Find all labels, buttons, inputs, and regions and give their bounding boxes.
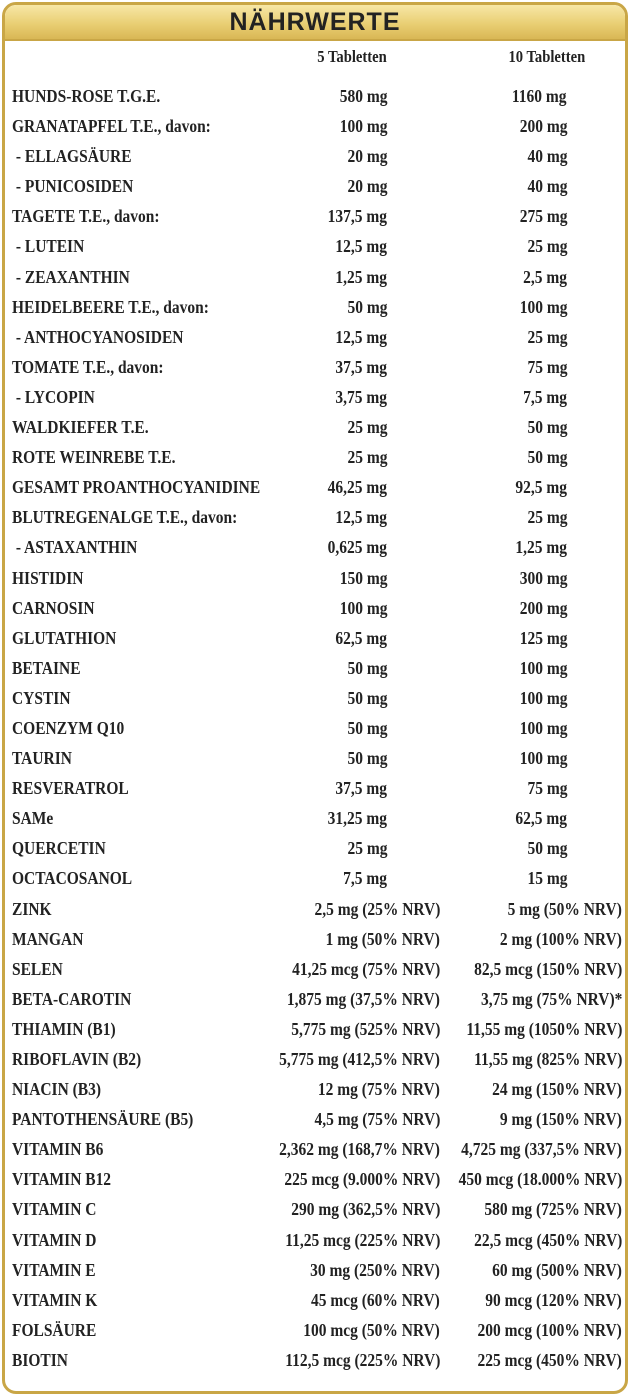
nutrient-name: VITAMIN C — [12, 1199, 97, 1220]
table-row — [5, 113, 625, 143]
value-5-tablets: 4,5 mg (75% NRV) — [314, 1109, 440, 1130]
table-row — [5, 896, 625, 926]
nutrient-name: BLUTREGENALGE T.E., davon: — [12, 507, 238, 528]
value-10-tablets: 2,5 mg — [523, 266, 567, 287]
value-10-tablets: 100 mg — [519, 748, 567, 769]
value-5-tablets: 7,5 mg — [343, 868, 387, 889]
table-row — [5, 173, 625, 203]
value-10-tablets: 75 mg — [527, 356, 567, 377]
value-5-tablets: 12,5 mg — [335, 326, 387, 347]
value-10-tablets: 82,5 mcg (150% NRV) — [473, 958, 622, 979]
title-bar — [5, 5, 625, 41]
value-5-tablets: 46,25 mg — [327, 477, 387, 498]
nutrient-name: BIOTIN — [12, 1349, 68, 1370]
table-row — [5, 685, 625, 715]
nutrient-name: GESAMT PROANTHOCYANIDINE — [12, 477, 261, 498]
value-5-tablets: 50 mg — [347, 748, 387, 769]
value-5-tablets: 137,5 mg — [327, 206, 387, 227]
nutrient-name: TAGETE T.E., davon: — [12, 206, 160, 227]
value-10-tablets: 24 mg (150% NRV) — [492, 1079, 622, 1100]
value-10-tablets: 15 mg — [527, 868, 567, 889]
value-10-tablets: 25 mg — [527, 326, 567, 347]
table-row — [5, 926, 625, 956]
value-5-tablets: 1 mg (50% NRV) — [325, 928, 440, 949]
value-5-tablets: 580 mg — [339, 86, 387, 106]
nutrient-name: RESVERATROL — [12, 778, 129, 799]
value-10-tablets: 50 mg — [527, 838, 567, 859]
table-row — [5, 1287, 625, 1317]
nutrient-name: VITAMIN E — [12, 1259, 96, 1280]
column-header-10-tablets: 10 Tabletten — [508, 47, 585, 66]
column-headers — [5, 41, 625, 73]
table-row — [5, 625, 625, 655]
nutrient-name: VITAMIN K — [12, 1289, 98, 1310]
table-row — [5, 956, 625, 986]
value-10-tablets: 4,725 mg (337,5% NRV) — [461, 1139, 622, 1160]
nutrient-name: OCTACOSANOL — [12, 868, 133, 889]
value-5-tablets: 50 mg — [347, 296, 387, 317]
table-row — [5, 203, 625, 233]
nutrient-name: RIBOFLAVIN (B2) — [12, 1049, 142, 1069]
table-row — [5, 745, 625, 775]
table-row — [5, 715, 625, 745]
table-row — [5, 1347, 625, 1377]
nutrient-name: FOLSÄURE — [12, 1319, 97, 1340]
table-row — [5, 1106, 625, 1136]
value-5-tablets: 37,5 mg — [335, 778, 387, 799]
value-10-tablets: 100 mg — [519, 717, 567, 738]
table-row — [5, 444, 625, 474]
value-10-tablets: 9 mg (150% NRV) — [500, 1109, 622, 1130]
nutrient-name: - ZEAXANTHIN — [12, 266, 130, 287]
nutrient-name: CARNOSIN — [12, 597, 95, 618]
nutrient-name: HISTIDIN — [12, 567, 84, 588]
nutrient-rows — [5, 83, 625, 1377]
nutrient-name: CYSTIN — [12, 687, 71, 708]
nutrient-name: - LYCOPIN — [12, 386, 95, 407]
table-row — [5, 775, 625, 805]
table-row — [5, 1046, 625, 1076]
table-row — [5, 1016, 625, 1046]
value-5-tablets: 12 mg (75% NRV) — [318, 1079, 440, 1100]
value-5-tablets: 1,25 mg — [335, 266, 387, 287]
value-5-tablets: 20 mg — [347, 146, 387, 167]
value-10-tablets: 25 mg — [527, 507, 567, 528]
nutrient-name: WALDKIEFER T.E. — [12, 417, 149, 438]
value-5-tablets: 62,5 mg — [335, 627, 387, 648]
table-row — [5, 324, 625, 354]
nutrient-name: BETAINE — [12, 657, 81, 678]
value-5-tablets: 50 mg — [347, 687, 387, 708]
value-10-tablets: 200 mcg (100% NRV) — [477, 1319, 622, 1340]
table-row — [5, 294, 625, 324]
table-row — [5, 233, 625, 263]
value-5-tablets: 37,5 mg — [335, 356, 387, 377]
value-5-tablets: 1,875 mg (37,5% NRV) — [287, 988, 440, 1009]
value-5-tablets: 25 mg — [347, 447, 387, 468]
value-10-tablets: 40 mg — [527, 176, 567, 197]
value-5-tablets: 31,25 mg — [327, 808, 387, 829]
value-10-tablets: 50 mg — [527, 447, 567, 468]
table-row — [5, 805, 625, 835]
nutrient-name: PANTOTHENSÄURE (B5) — [12, 1109, 194, 1130]
nutrient-name: GRANATAPFEL T.E., davon: — [12, 116, 211, 137]
table-row — [5, 354, 625, 384]
nutrient-name: ZINK — [12, 898, 52, 919]
nutrient-name: - ANTHOCYANOSIDEN — [12, 326, 184, 347]
value-5-tablets: 41,25 mcg (75% NRV) — [291, 958, 440, 979]
table-row — [5, 1257, 625, 1287]
value-5-tablets: 100 mg — [339, 116, 387, 137]
table-row — [5, 143, 625, 173]
value-5-tablets: 25 mg — [347, 838, 387, 859]
value-5-tablets: 50 mg — [347, 657, 387, 678]
value-10-tablets: 300 mg — [519, 567, 567, 588]
table-row — [5, 474, 625, 504]
value-10-tablets: 75 mg — [527, 778, 567, 799]
value-5-tablets: 112,5 mcg (225% NRV) — [284, 1349, 440, 1370]
nutrient-name: - ASTAXANTHIN — [12, 537, 138, 558]
column-header-5-tablets: 5 Tabletten — [317, 47, 387, 66]
value-5-tablets: 30 mg (250% NRV) — [310, 1259, 440, 1280]
value-5-tablets: 225 mcg (9.000% NRV) — [284, 1169, 440, 1190]
value-10-tablets: 580 mg (725% NRV) — [484, 1199, 622, 1220]
table-row — [5, 865, 625, 895]
value-10-tablets: 225 mcg (450% NRV) — [477, 1349, 622, 1370]
value-5-tablets: 45 mcg (60% NRV) — [311, 1289, 440, 1310]
nutrient-name: ROTE WEINREBE T.E. — [12, 447, 176, 468]
value-5-tablets: 3,75 mg — [335, 386, 387, 407]
nutrient-name: - ELLAGSÄURE — [12, 146, 132, 167]
table-row — [5, 835, 625, 865]
table-title: NÄHRWERTE — [229, 8, 401, 36]
nutrition-table — [2, 2, 628, 1394]
value-5-tablets: 12,5 mg — [335, 236, 387, 257]
nutrient-name: VITAMIN D — [12, 1229, 97, 1250]
value-10-tablets: 200 mg — [519, 116, 567, 137]
value-5-tablets: 5,775 mg (412,5% NRV) — [279, 1049, 440, 1069]
nutrient-name: QUERCETIN — [12, 838, 106, 859]
value-5-tablets: 2,362 mg (168,7% NRV) — [279, 1139, 440, 1160]
value-10-tablets: 25 mg — [527, 236, 567, 257]
value-10-tablets: 125 mg — [519, 627, 567, 648]
table-row — [5, 534, 625, 564]
value-5-tablets: 290 mg (362,5% NRV) — [290, 1199, 440, 1220]
nutrient-name: GLUTATHION — [12, 627, 117, 648]
value-5-tablets: 12,5 mg — [335, 507, 387, 528]
table-row — [5, 565, 625, 595]
value-10-tablets: 40 mg — [527, 146, 567, 167]
value-10-tablets: 100 mg — [519, 296, 567, 317]
table-row — [5, 986, 625, 1016]
value-5-tablets: 0,625 mg — [327, 537, 387, 558]
value-10-tablets: 1,25 mg — [515, 537, 567, 558]
value-10-tablets: 200 mg — [519, 597, 567, 618]
table-row — [5, 414, 625, 444]
value-5-tablets: 100 mcg (50% NRV) — [303, 1319, 440, 1340]
value-10-tablets: 1160 mg — [512, 86, 567, 106]
value-5-tablets: 11,25 mcg (225% NRV) — [284, 1229, 440, 1250]
table-row — [5, 1196, 625, 1226]
value-10-tablets: 11,55 mg (825% NRV) — [473, 1049, 622, 1069]
table-row — [5, 1227, 625, 1257]
nutrient-name: THIAMIN (B1) — [12, 1018, 116, 1039]
value-10-tablets: 50 mg — [527, 417, 567, 438]
nutrient-name: VITAMIN B6 — [12, 1139, 104, 1160]
value-5-tablets: 20 mg — [347, 176, 387, 197]
value-5-tablets: 2,5 mg (25% NRV) — [314, 898, 440, 919]
value-10-tablets: 22,5 mcg (450% NRV) — [473, 1229, 622, 1250]
table-row — [5, 384, 625, 414]
table-row — [5, 595, 625, 625]
nutrient-name: - LUTEIN — [12, 236, 85, 257]
value-5-tablets: 5,775 mg (525% NRV) — [290, 1018, 440, 1039]
table-row — [5, 655, 625, 685]
nutrient-name: - PUNICOSIDEN — [12, 176, 134, 197]
value-5-tablets: 50 mg — [347, 717, 387, 738]
nutrient-name: HUNDS-ROSE T.G.E. — [12, 86, 161, 106]
value-10-tablets: 92,5 mg — [515, 477, 567, 498]
nutrient-name: MANGAN — [12, 928, 84, 949]
table-row — [5, 83, 625, 113]
value-10-tablets: 2 mg (100% NRV) — [500, 928, 622, 949]
table-row — [5, 1166, 625, 1196]
value-10-tablets: 90 mcg (120% NRV) — [485, 1289, 622, 1310]
value-10-tablets: 450 mcg (18.000% NRV) — [458, 1169, 622, 1190]
nutrient-name: TAURIN — [12, 748, 72, 769]
value-10-tablets: 60 mg (500% NRV) — [492, 1259, 622, 1280]
table-row — [5, 1076, 625, 1106]
nutrient-name: COENZYM Q10 — [12, 717, 125, 738]
value-5-tablets: 150 mg — [339, 567, 387, 588]
table-row — [5, 1317, 625, 1347]
value-10-tablets: 275 mg — [519, 206, 567, 227]
value-5-tablets: 25 mg — [347, 417, 387, 438]
table-row — [5, 264, 625, 294]
value-10-tablets: 11,55 mg (1050% NRV) — [466, 1018, 622, 1039]
nutrient-name: TOMATE T.E., davon: — [12, 356, 164, 377]
nutrient-name: SAMe — [12, 808, 54, 829]
table-row — [5, 504, 625, 534]
nutrient-name: BETA-CAROTIN — [12, 988, 132, 1009]
value-10-tablets: 100 mg — [519, 687, 567, 708]
value-10-tablets: 5 mg (50% NRV) — [507, 898, 622, 919]
nutrient-name: NIACIN (B3) — [12, 1079, 102, 1100]
nutrient-name: HEIDELBEERE T.E., davon: — [12, 296, 209, 317]
value-10-tablets: 62,5 mg — [515, 808, 567, 829]
value-10-tablets: 7,5 mg — [523, 386, 567, 407]
nutrient-name: VITAMIN B12 — [12, 1169, 112, 1190]
table-row — [5, 1136, 625, 1166]
nutrient-name: SELEN — [12, 958, 63, 979]
value-10-tablets: 100 mg — [519, 657, 567, 678]
value-5-tablets: 100 mg — [339, 597, 387, 618]
value-10-tablets: 3,75 mg (75% NRV)* — [480, 988, 622, 1009]
